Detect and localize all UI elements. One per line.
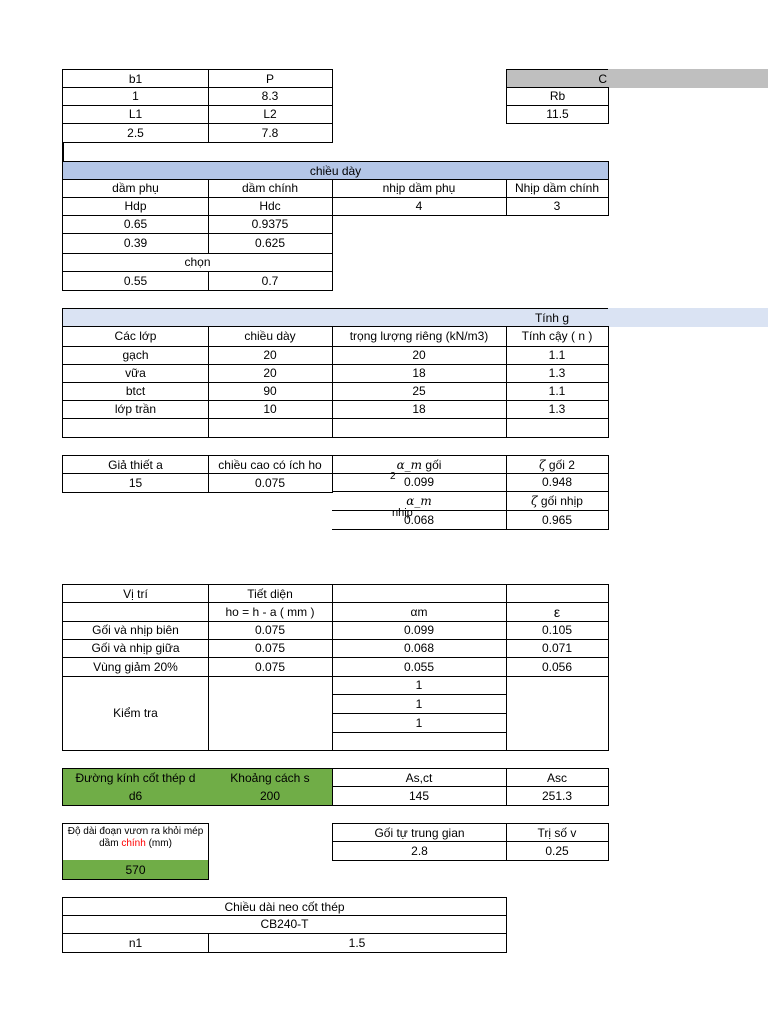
cell-hdc-min[interactable]: 0.625 (208, 233, 333, 254)
table-cell[interactable]: 1.1 (506, 346, 609, 365)
table-cell[interactable]: 0.071 (506, 639, 609, 658)
cell-a-value[interactable]: 15 (62, 473, 209, 493)
cell-khoang-cach[interactable]: Khoảng cách s (208, 768, 333, 787)
table-cell[interactable]: 0.056 (506, 657, 609, 677)
cell-overhang-label[interactable] (62, 823, 209, 861)
cell-hdp-max[interactable]: 0.65 (62, 215, 209, 234)
cell-check-3[interactable]: 1 (332, 713, 507, 733)
table-row-vua[interactable]: vữa (62, 364, 209, 383)
table-cell[interactable]: 20 (208, 346, 333, 365)
table-row-lop-tran[interactable]: lớp trần (62, 400, 209, 419)
cell-asc[interactable]: Asc (506, 768, 609, 787)
table-cell[interactable]: 0.075 (208, 657, 333, 677)
cell-hdp[interactable]: Hdp (62, 197, 209, 216)
cell-rb-group-header[interactable]: C (506, 69, 609, 88)
cell-n1-label[interactable]: n1 (62, 933, 209, 953)
table-row-gach[interactable]: gạch (62, 346, 209, 365)
cell-gia-thiet-a[interactable]: Giả thiết a (62, 455, 209, 474)
table-cell[interactable]: 18 (332, 364, 507, 383)
table-cell[interactable]: 20 (332, 346, 507, 365)
cell-hdp-chosen[interactable]: 0.55 (62, 271, 209, 291)
table-cell-empty[interactable] (62, 602, 209, 622)
cell-thickness-title[interactable]: chiều dày (62, 161, 609, 180)
cell-zeta-goi-header[interactable] (506, 455, 609, 474)
cell-hdp-min[interactable]: 0.39 (62, 233, 209, 254)
table-cell[interactable]: 0.099 (332, 621, 507, 640)
cell-chieu-day[interactable]: chiều dày (208, 326, 333, 347)
cell-l1-value[interactable]: 2.5 (62, 123, 209, 143)
cell-zeta-nhip-header[interactable] (506, 491, 609, 511)
table-cell[interactable]: 1.3 (506, 364, 609, 383)
cell-l1-header[interactable]: L1 (62, 105, 209, 124)
cell-chieu-cao-co-ich[interactable]: chiều cao có ích ho (208, 455, 333, 474)
table-cell-empty[interactable] (332, 584, 507, 603)
table-row-goi-nhip-bien[interactable]: Gối và nhịp biên (62, 621, 209, 640)
cell-overhang-value[interactable]: 570 (62, 860, 209, 880)
cell-nhip-dam-phu[interactable]: nhịp dầm phụ (332, 179, 507, 198)
cell-l2-header[interactable]: L2 (208, 105, 333, 124)
overhang-label-text: Độ dài đoạn vươn ra khỏi mép dầm chính (mm) (67, 826, 204, 849)
alpha-m-goi-label: gối (425, 457, 442, 472)
zeta-symbol: ζ (539, 457, 546, 472)
cell-check-1[interactable]: 1 (332, 676, 507, 695)
cell-chon-label[interactable]: chọn (62, 253, 333, 272)
table-cell[interactable]: 0.075 (208, 639, 333, 658)
cell-n1-value[interactable]: 1.5 (208, 933, 507, 953)
cell-nhip-dam-chinh-value[interactable]: 3 (506, 197, 609, 216)
zeta-goi-label: gối 2 (548, 457, 575, 472)
cell-hdc-max[interactable]: 0.9375 (208, 215, 333, 234)
cell-goi-value[interactable]: 2.8 (332, 841, 507, 861)
cell-trong-luong[interactable]: trọng lượng riêng (kN/m3) (332, 326, 507, 347)
zeta-symbol: ζ (531, 493, 538, 508)
table-row-goi-nhip-giua[interactable]: Gối và nhịp giữa (62, 639, 209, 658)
table-row-vung-giam[interactable]: Vùng giảm 20% (62, 657, 209, 677)
alpha-m-goi-subscript: 2 (390, 471, 396, 482)
cell-hdc[interactable]: Hdc (208, 197, 333, 216)
header-grey-overflow (608, 69, 768, 88)
cell-tinh-g-title[interactable]: Tính g (62, 308, 609, 327)
cell-alpha-m-nhip-value[interactable] (332, 507, 507, 530)
cell-dam-chinh[interactable]: dầm chính (208, 179, 333, 198)
cell-tri-so-v[interactable]: Trị số v (506, 823, 609, 842)
cell-b1-value[interactable]: 1 (62, 87, 209, 106)
cell-nhip-dam-phu-value[interactable]: 4 (332, 197, 507, 216)
cell-ho-value[interactable]: 0.075 (208, 473, 333, 493)
table-cell[interactable]: 0.068 (332, 639, 507, 658)
table-cell-empty[interactable] (506, 584, 609, 603)
header-light-overflow (608, 308, 768, 327)
table-cell[interactable]: 25 (332, 382, 507, 401)
alpha-m-nhip-subscript: nhịp (392, 507, 413, 519)
table-cell[interactable]: 18 (332, 400, 507, 419)
cell-v-value[interactable]: 0.25 (506, 841, 609, 861)
cell-nhip-dam-chinh[interactable]: Nhịp dầm chính (506, 179, 609, 198)
cell-s-200[interactable]: 200 (208, 786, 333, 806)
alpha-m-symbol: α_m (406, 493, 432, 508)
cell-goi-tu-trung-gian[interactable]: Gối tự trung gian (332, 823, 507, 842)
cell-steel-grade[interactable]: CB240-T (62, 915, 507, 934)
table-cell[interactable]: 1.3 (506, 400, 609, 419)
table-cell[interactable]: 90 (208, 382, 333, 401)
cell-check-2[interactable]: 1 (332, 694, 507, 714)
cell-as-ct-value[interactable]: 145 (332, 786, 507, 806)
table-cell[interactable]: 1.1 (506, 382, 609, 401)
cell-alpha-m-nhip-header[interactable] (332, 491, 507, 511)
table-cell[interactable]: 20 (208, 364, 333, 383)
cell-zeta-nhip-value[interactable]: 0.965 (506, 510, 609, 530)
table-cell[interactable]: 10 (208, 400, 333, 419)
table-row-btct[interactable]: btct (62, 382, 209, 401)
cell-l2-value[interactable]: 7.8 (208, 123, 333, 143)
cell-anchorage-title[interactable]: Chiều dài neo cốt thép (62, 897, 507, 916)
table-cell[interactable]: 0.075 (208, 621, 333, 640)
cell-kiem-tra[interactable]: Kiểm tra (62, 676, 209, 751)
table-cell-empty[interactable] (506, 418, 609, 438)
cell-hdc-chosen[interactable]: 0.7 (208, 271, 333, 291)
cell-ho-formula[interactable]: ho = h - a ( mm ) (208, 602, 333, 622)
table-row-empty[interactable] (62, 418, 209, 438)
table-cell-empty[interactable] (208, 676, 333, 751)
cell-cac-lop[interactable]: Các lớp (62, 326, 209, 347)
cell-p-value[interactable]: 8.3 (208, 87, 333, 106)
cell-tiet-dien[interactable]: Tiết diện (208, 584, 333, 603)
cell-p-header[interactable]: P (208, 69, 333, 88)
cell-as-ct[interactable]: As,ct (332, 768, 507, 787)
zeta-nhip-label: gối nhịp (540, 493, 583, 508)
cell-alpha-m-goi-header[interactable] (332, 455, 507, 474)
gap-border-left (62, 142, 64, 162)
table-cell[interactable]: 0.055 (332, 657, 507, 677)
alpha-m-goi-number: 0.099 (403, 475, 435, 489)
cell-vi-tri[interactable]: Vị trí (62, 584, 209, 603)
table-cell-empty[interactable] (332, 732, 507, 751)
cell-epsilon-header[interactable]: ε (506, 602, 609, 622)
cell-alpha-m-header[interactable]: αm (332, 602, 507, 622)
table-cell[interactable]: 0.105 (506, 621, 609, 640)
table-cell-empty[interactable] (332, 418, 507, 438)
cell-b1-header[interactable]: b1 (62, 69, 209, 88)
cell-rb-label[interactable]: Rb (506, 87, 609, 106)
table-cell-empty[interactable] (506, 676, 609, 751)
cell-asc-value[interactable]: 251.3 (506, 786, 609, 806)
alpha-m-nhip-number: 0.068 (403, 512, 435, 527)
cell-zeta-goi-value[interactable]: 0.948 (506, 473, 609, 492)
cell-rb-value[interactable]: 11.5 (506, 105, 609, 124)
alpha-m-symbol: α_m (396, 457, 423, 472)
cell-alpha-m-goi-value[interactable] (332, 473, 507, 492)
table-cell-empty[interactable] (208, 418, 333, 438)
cell-tinh-cay[interactable]: Tính cậy ( n ) (506, 326, 609, 347)
cell-dam-phu[interactable]: dầm phụ (62, 179, 209, 198)
cell-d6[interactable]: d6 (62, 786, 209, 806)
cell-duong-kinh[interactable]: Đường kính cốt thép d (62, 768, 209, 787)
